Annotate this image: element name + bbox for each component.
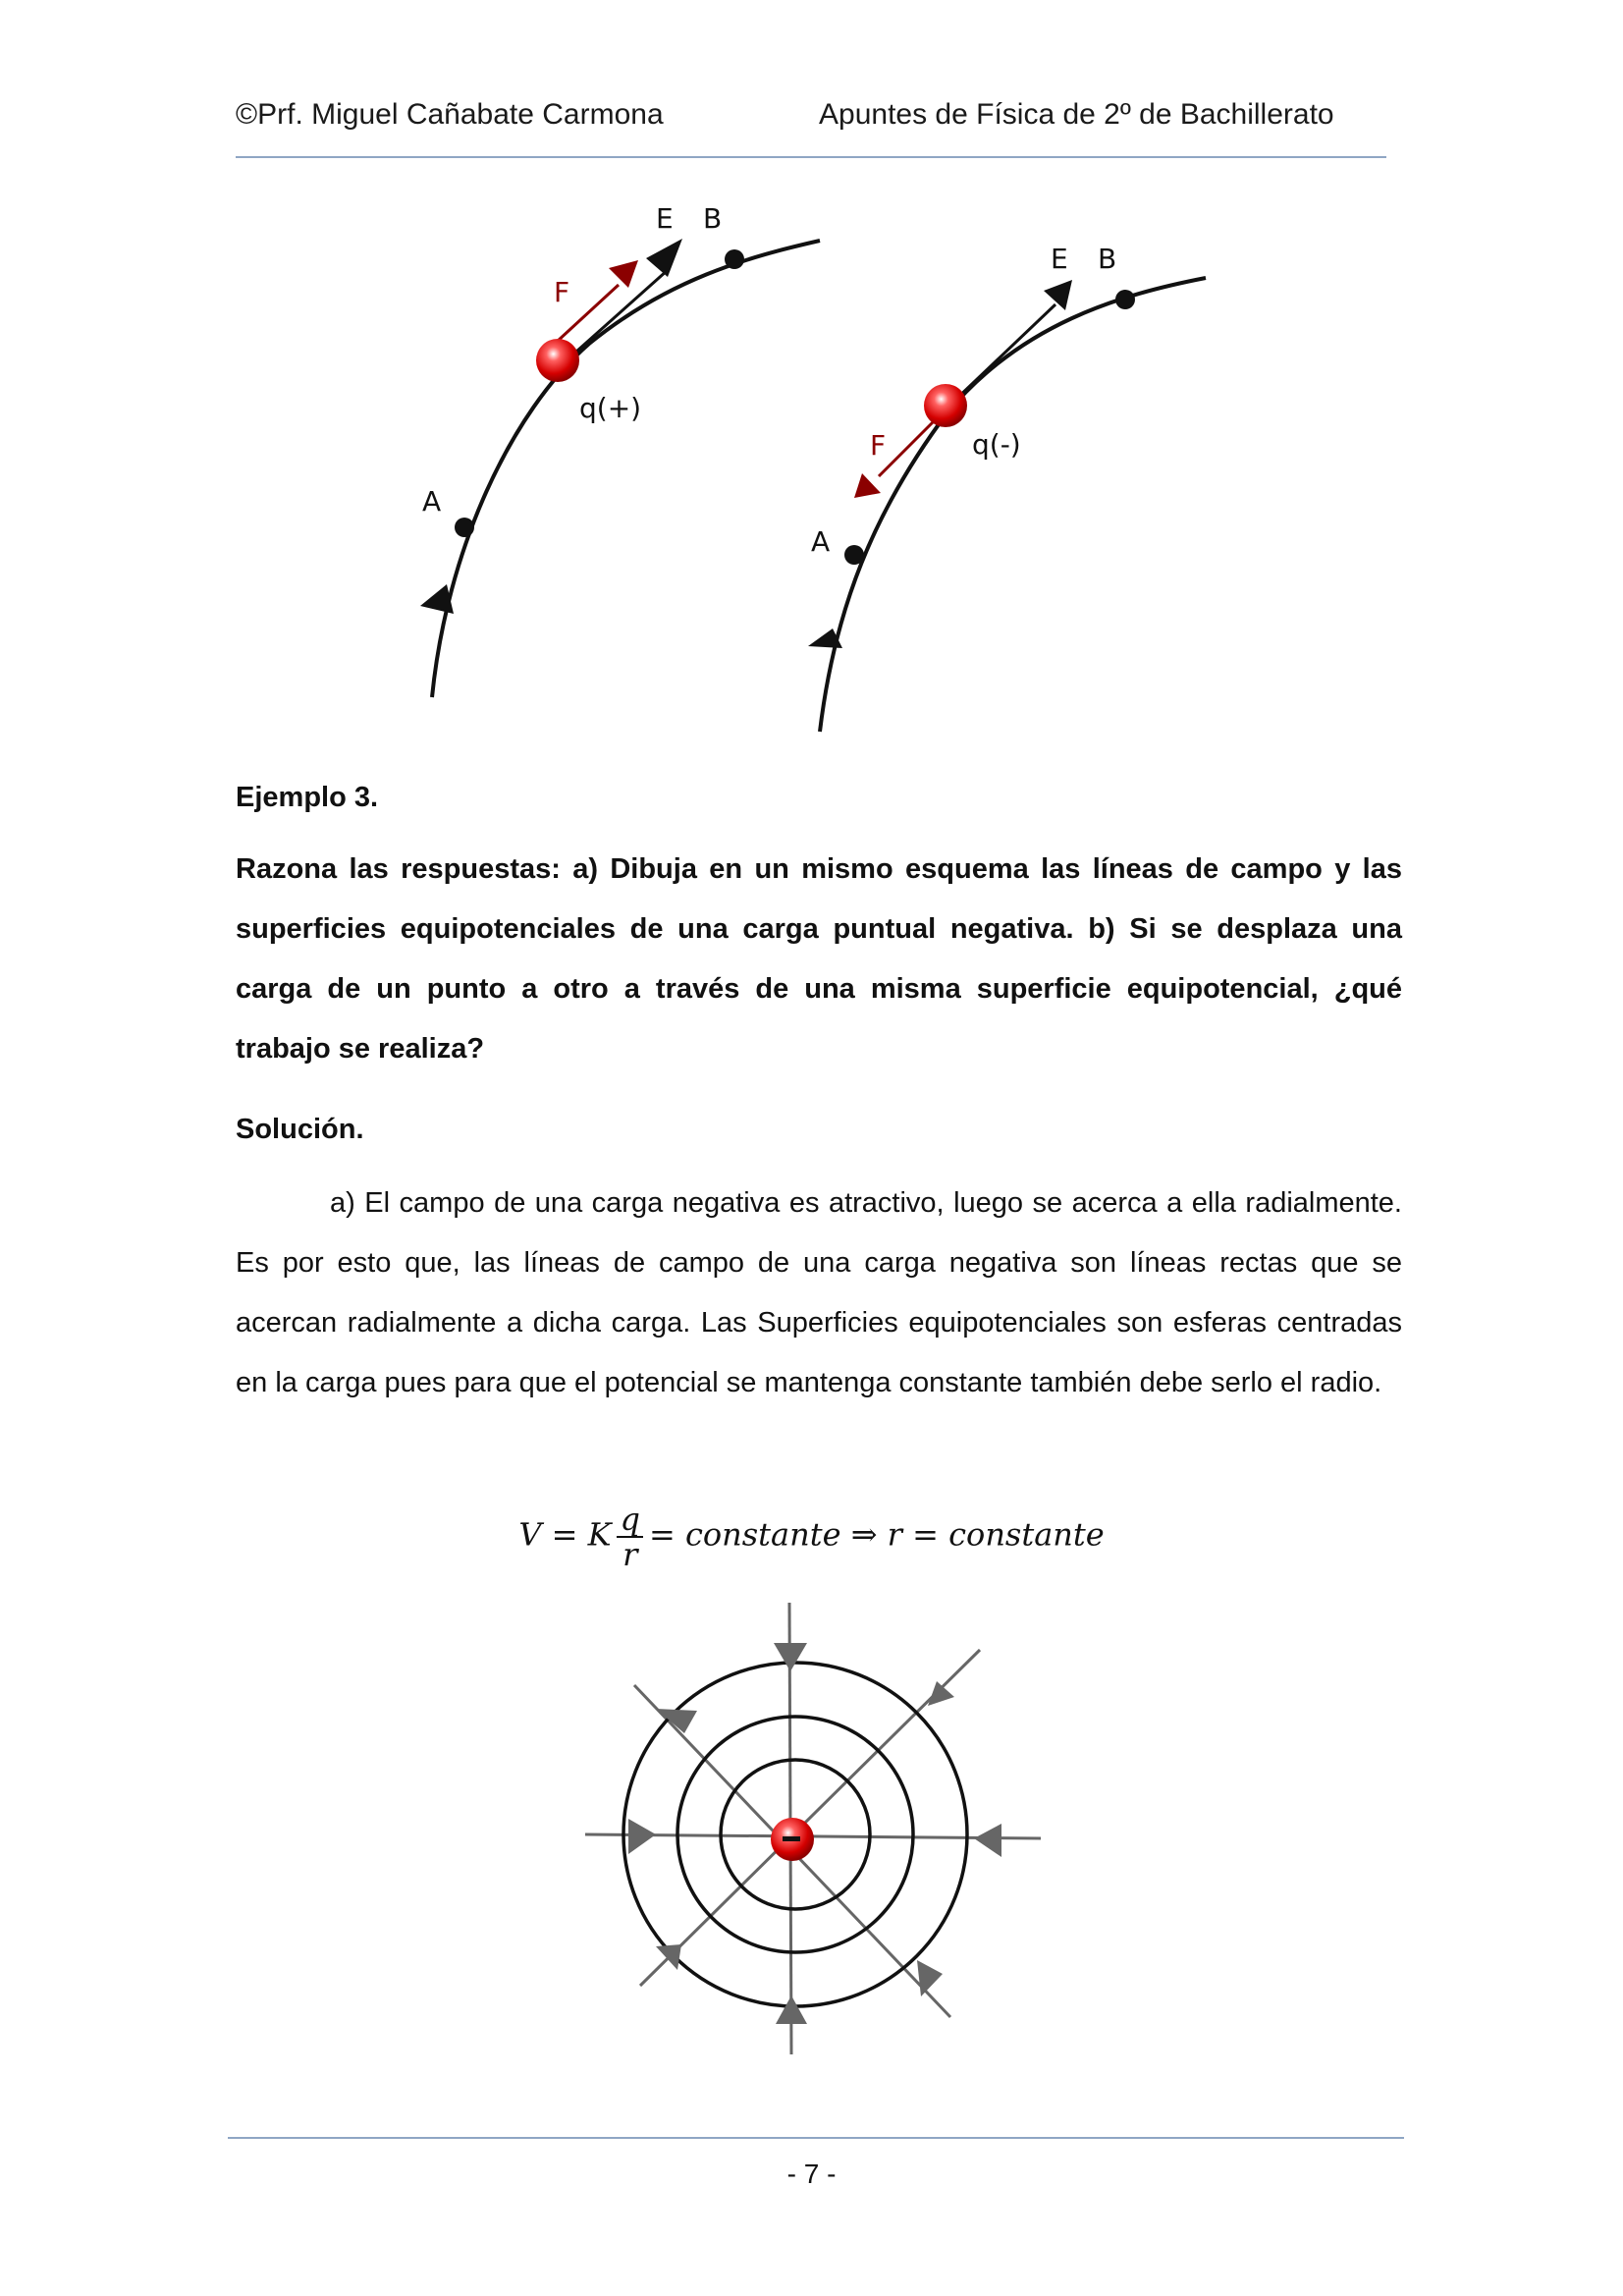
example-heading: Ejemplo 3. (236, 782, 379, 813)
arrow-down-icon (774, 1643, 807, 1671)
f-arrow-icon (609, 260, 638, 288)
formula-fraction: $\frac{q}{r}$ (617, 1503, 642, 1571)
svg-text:q(-): q(-) (972, 428, 1021, 461)
e-arrow-icon (646, 239, 682, 277)
footer-divider (228, 2137, 1404, 2139)
arrow-diagonal-icon (917, 1960, 943, 1996)
equipotential-diagram (569, 1601, 1060, 2092)
svg-text:B: B (1098, 243, 1117, 275)
svg-text:E: E (656, 202, 674, 235)
field-lines (585, 1603, 1041, 2054)
svg-text:B: B (703, 202, 723, 235)
header-divider (236, 156, 1386, 158)
field-direction-arrow-icon (420, 584, 454, 614)
svg-text:A: A (811, 525, 831, 558)
arrow-right-icon (628, 1819, 656, 1854)
header-title: Apuntes de Física de 2º de Bachillerato (819, 98, 1334, 131)
negative-charge-icon (924, 384, 967, 427)
point-b-dot (725, 249, 744, 269)
svg-text:E: E (1051, 243, 1068, 275)
formula-lhs: V = K (518, 1515, 612, 1554)
header-author: ©Prf. Miguel Cañabate Carmona (236, 98, 664, 131)
svg-text:q(+): q(+) (579, 392, 642, 424)
point-b-dot (1115, 290, 1135, 309)
minus-sign-icon (783, 1836, 800, 1841)
svg-text:A: A (422, 485, 442, 518)
point-a-dot (455, 518, 474, 537)
arrow-up-icon (776, 1995, 807, 2024)
svg-text:F: F (870, 429, 887, 462)
example-statement: Razona las respuestas: a) Dibuja en un mismo esquema las líneas de campo y las superficies equipotenciales de una carga puntual negativa. b) Si se desplaza una carga de un punto a otro a través de una misma superficie equipotencial, ¿qué trabajo se realiza? (236, 853, 1402, 1065)
solution-heading: Solución. (236, 1114, 364, 1145)
page-number: - 7 - (786, 2159, 837, 2189)
arrow-diagonal-icon (928, 1681, 954, 1706)
page-header (236, 98, 1386, 137)
potential-formula (0, 1503, 1623, 1571)
positive-charge-diagram (420, 202, 820, 697)
point-a-dot (844, 545, 864, 565)
e-arrow-icon (1044, 280, 1072, 310)
negative-charge-diagram (808, 243, 1206, 732)
field-line-diagram (393, 187, 1257, 746)
f-arrow-icon (854, 473, 881, 498)
svg-text:F: F (554, 276, 570, 308)
positive-charge-icon (536, 339, 579, 382)
arrow-left-icon (974, 1824, 1001, 1857)
formula-rhs: = constante ⇒ r = constante (648, 1515, 1105, 1554)
solution-paragraph-a: a) El campo de una carga negativa es atractivo, luego se acerca a ella radialmente. Es por esto que, las líneas de campo de una carga negativa son líneas rectas que se acercan radialmente a dicha carga. Las Superficies equipotenciales son esferas centradas en la carga pues para que el potencial se mantenga constante también debe serlo el radio. (236, 1187, 1402, 1398)
